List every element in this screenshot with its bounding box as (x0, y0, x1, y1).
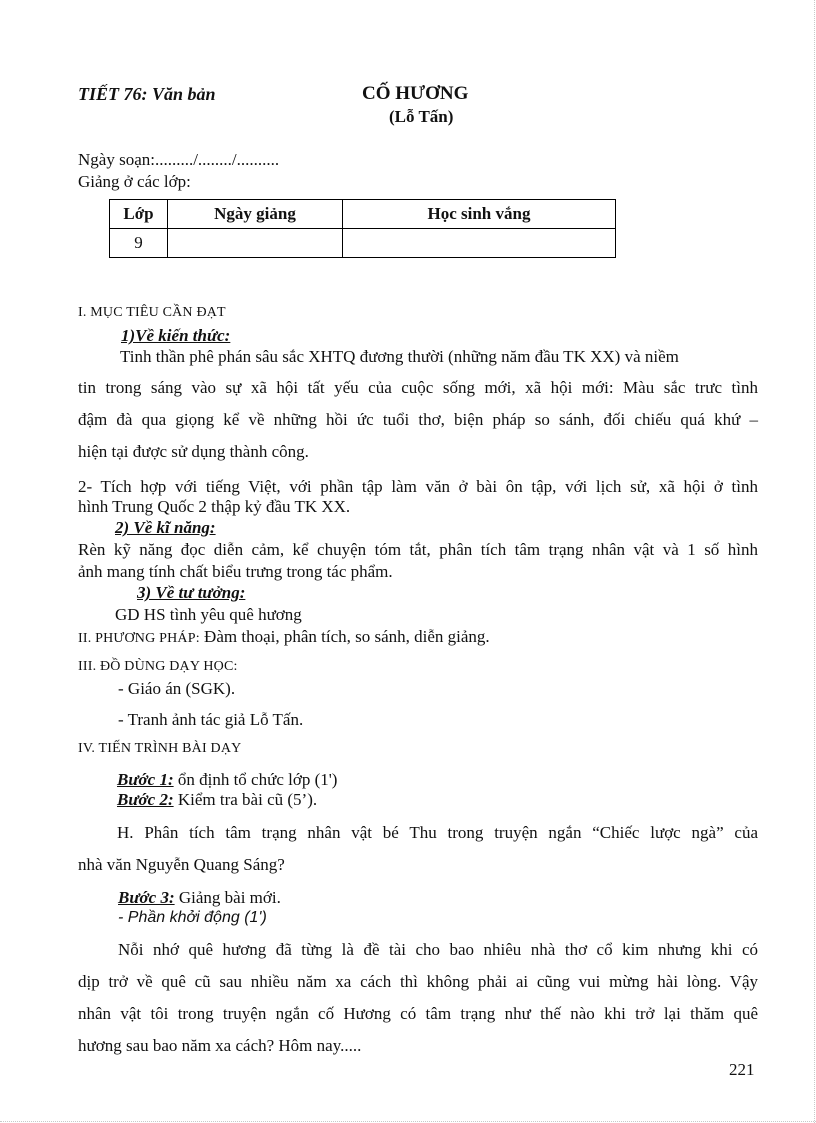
step-1-label: Bước 1: (117, 770, 174, 789)
paragraph-line: Tinh thần phê phán sâu sắc XHTQ đương thười (những năm đầu TK XX) và niềm (120, 347, 679, 366)
table-header-row (110, 200, 616, 229)
paragraph-line: hiện tại được sử dụng thành công. (78, 442, 309, 461)
document-title: CỐ HƯƠNG (362, 83, 469, 104)
step-1-text: ổn định tổ chức lớp (1') (173, 770, 338, 789)
class-schedule-table (109, 199, 616, 258)
section-3-heading: III. ĐỒ DÙNG DẠY HỌC: (78, 659, 238, 674)
intro-line: nhân vật tôi trong truyện ngắn cố Hương có tâm trạng như thế nào khi trở lại thăm quê (78, 1004, 758, 1023)
step-3-text: Giảng bài mới. (174, 888, 281, 907)
table-cell (168, 229, 343, 258)
step-1 (117, 770, 337, 790)
page-number: 221 (729, 1060, 755, 1079)
attitude-text: GD HS tình yêu quê hương (115, 605, 302, 624)
classes-label: Giảng ở các lớp: (78, 172, 191, 191)
question-line: nhà văn Nguyễn Quang Sáng? (78, 855, 285, 874)
lesson-header (78, 84, 216, 105)
step-2-text: Kiểm tra bài cũ (5’). (173, 790, 318, 809)
skills-line: ảnh mang tính chất biểu trưng trong tác phẩm. (78, 562, 393, 581)
page-bottom-border (0, 1121, 816, 1122)
table-header-cell: Lớp (110, 200, 168, 229)
preparation-date: Ngày soạn:........./......../.......... (78, 150, 280, 169)
section-2-text: Đàm thoại, phân tích, so sánh, diễn giảng. (199, 627, 490, 646)
step-3 (118, 888, 281, 908)
skills-subheading: 2) Về kĩ năng: (115, 518, 216, 537)
intro-line: dịp trở về quê cũ sau nhiều năm xa cách thì không phải ai cũng vui mừng hài lòng. Vậy (78, 972, 758, 991)
intro-line: hương sau bao năm xa cách? Hôm nay..... (78, 1036, 362, 1055)
section-2-heading: II. PHƯƠNG PHÁP: (78, 631, 200, 646)
section-1-heading: I. MỤC TIÊU CẦN ĐẠT (78, 305, 226, 320)
attitude-subheading: 3) Về tư tưởng: (137, 583, 246, 602)
section-2-line (78, 627, 490, 647)
section-4-heading: IV. TIẾN TRÌNH BÀI DẠY (78, 741, 242, 756)
integration-line: hình Trung Quốc 2 thập kỷ đầu TK XX. (78, 497, 351, 516)
intro-line: Nỗi nhớ quê hương đã từng là đề tài cho bao nhiêu nhà thơ cổ kim nhưng khi có (118, 940, 758, 959)
table-cell: 9 (110, 229, 168, 258)
step-2 (117, 790, 317, 810)
paragraph-line: đậm đà qua giọng kể về những hồi ức tuổi thơ, biện pháp so sánh, đối chiếu quá khứ – (78, 410, 758, 429)
table-row (110, 229, 616, 258)
integration-line: 2- Tích hợp với tiếng Việt, với phần tập làm văn ở bài ôn tập, với lịch sử, xã hội ở tình (78, 477, 758, 496)
step-2-label: Bước 2: (117, 790, 174, 809)
table-header-cell: Học sinh vắng (343, 200, 616, 229)
table-header-cell: Ngày giảng (168, 200, 343, 229)
lesson-type: : Văn bản (141, 84, 216, 104)
page-right-border (814, 0, 815, 1123)
skills-line: Rèn kỹ năng đọc diễn cảm, kể chuyện tóm tắt, phân tích tâm trạng nhân vật và 1 số hình (78, 540, 758, 559)
lesson-number: TIẾT 76 (78, 84, 142, 104)
materials-item: - Tranh ảnh tác giả Lỗ Tấn. (118, 710, 304, 729)
knowledge-subheading: 1)Về kiến thức: (121, 326, 231, 345)
materials-item: - Giáo án (SGK). (118, 679, 236, 698)
paragraph-line: tin trong sáng vào sự xã hội tất yếu của cuộc sống mới, xã hội mới: Màu sắc trưc tình (78, 378, 758, 397)
warmup-label: - Phần khởi động (1') (118, 909, 267, 926)
document-author: (Lỗ Tấn) (389, 107, 454, 126)
table-cell (343, 229, 616, 258)
step-3-label: Bước 3: (118, 888, 175, 907)
question-line: H. Phân tích tâm trạng nhân vật bé Thu trong truyện ngắn “Chiếc lược ngà” của (117, 823, 758, 842)
